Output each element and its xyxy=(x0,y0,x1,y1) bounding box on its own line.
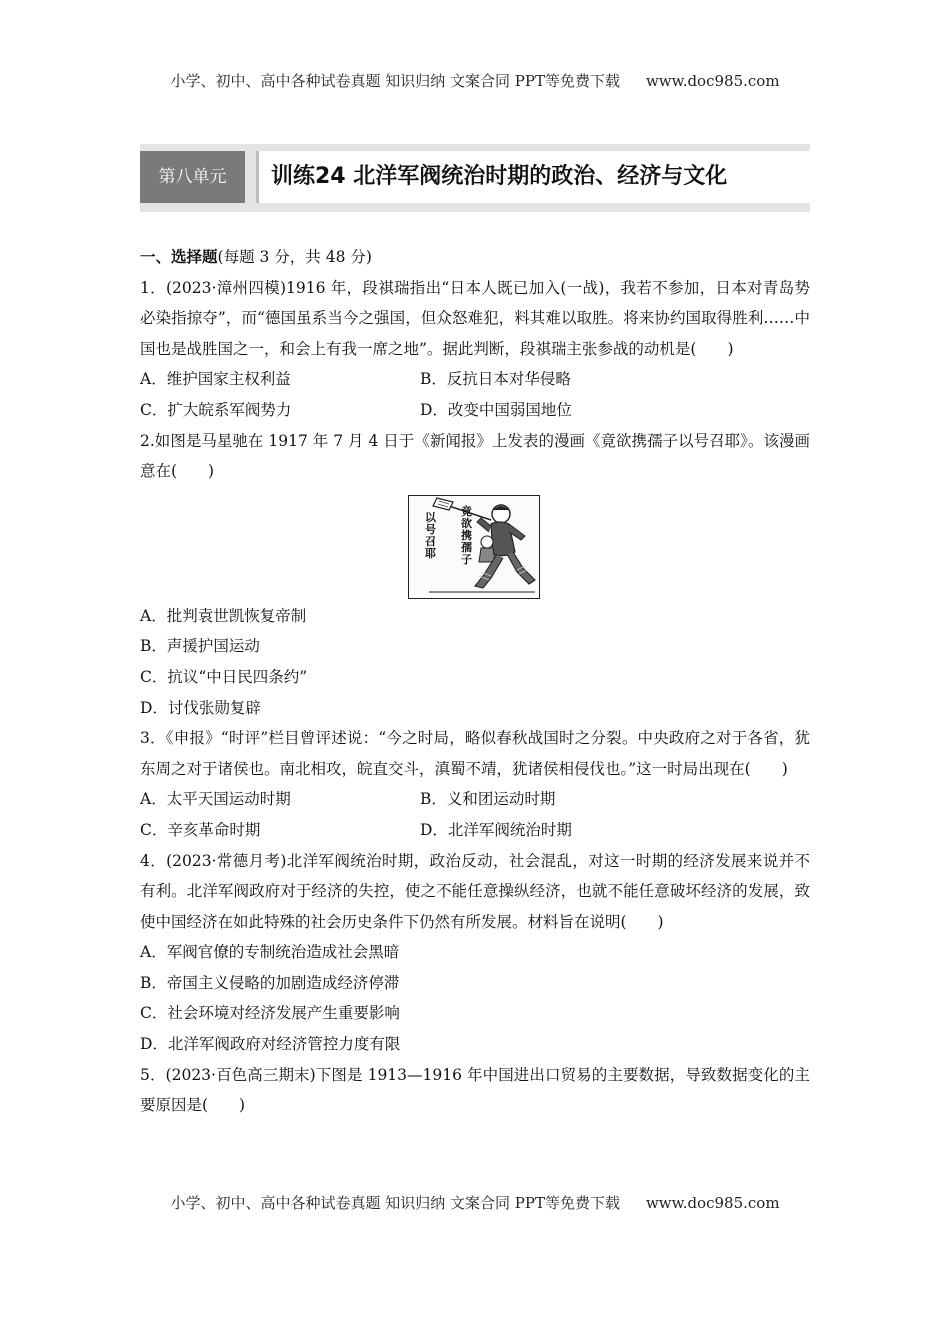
cartoon-figure xyxy=(140,487,810,601)
cartoon-image xyxy=(408,495,540,599)
question-5-stem: 5．(2023·百色高三期末)下图是 1913—1916 年中国进出口贸易的主要数据，导致数据变化的主要原因是( ) xyxy=(140,1065,810,1115)
question-3-option-a[interactable]: A．太平天国运动时期 xyxy=(140,790,291,809)
header-text: 小学、初中、高中各种试卷真题 知识归纳 文案合同 PPT等免费下载 xyxy=(170,72,620,90)
unit-banner xyxy=(140,144,810,212)
question-3-options-row-1 xyxy=(140,784,810,815)
header-site[interactable]: www.doc985.com xyxy=(645,72,780,90)
question-4-stem: 4．(2023·常德月考)北洋军阀统治时期，政治反动，社会混乱，对这一时期的经济发展来说并不有利。北洋军阀政府对于经济的失控，使之不能任意操纵经济，也就不能任意破坏经济的发展，致使中国经济在如此特殊的社会历史条件下仍然有所发展。材料旨在说明( ) xyxy=(140,851,810,931)
question-2-option-a[interactable]: A．批判袁世凯恢复帝制 xyxy=(140,606,307,625)
section-title: 一、选择题 xyxy=(140,248,218,266)
unit-label: 第八单元 xyxy=(140,151,245,203)
page-footer xyxy=(0,1192,950,1213)
question-2-option-c[interactable]: C．抗议“中日民四条约” xyxy=(140,667,308,686)
cartoon-caption-2: 以号召耶 xyxy=(425,510,436,560)
question-4-option-c[interactable]: C．社会环境对经济发展产生重要影响 xyxy=(140,1004,400,1023)
footer-site[interactable]: www.doc985.com xyxy=(645,1194,780,1212)
question-3-options-row-2 xyxy=(140,815,810,846)
question-3-option-d[interactable]: D．北洋军阀统治时期 xyxy=(420,820,572,839)
question-list xyxy=(140,242,810,1121)
question-1-options-row-1 xyxy=(140,364,810,395)
question-2-option-d[interactable]: D．讨伐张勋复辟 xyxy=(140,698,261,717)
question-4-option-b[interactable]: B．帝国主义侵略的加剧造成经济停滞 xyxy=(140,973,400,992)
question-1-stem: 1．(2023·漳州四模)1916 年，段祺瑞指出“日本人既已加入(一战)，我若不参加，日本对青岛势必染指掠夺”，而“德国虽系当今之强国，但众怒难犯，料其难以取胜。将来协约国取得胜利……中国也是战胜国之一，和会上有我一席之地”。据此判断，段祺瑞主张参战的动机是( ) xyxy=(140,278,810,358)
question-3-stem: 3．《申报》“时评”栏目曾评述说：“今之时局，略似春秋战国时之分裂。中央政府之对于各省，犹东周之对于诸侯也。南北相攻，皖直交斗，滇蜀不靖，犹诸侯相侵伐也。”这一时局出现在( ) xyxy=(140,729,810,778)
section-subtitle: (每题 3 分，共 48 分) xyxy=(217,248,372,266)
question-1-option-b[interactable]: B．反抗日本对华侵略 xyxy=(420,370,571,389)
question-2-option-b[interactable]: B．声援护国运动 xyxy=(140,637,260,656)
question-1-option-a[interactable]: A．维护国家主权利益 xyxy=(140,370,291,389)
question-3-option-c[interactable]: C．辛亥革命时期 xyxy=(140,820,261,839)
page-header xyxy=(0,70,950,91)
cartoon-caption-1: 竟欲携孺子 xyxy=(461,504,472,566)
footer-text: 小学、初中、高中各种试卷真题 知识归纳 文案合同 PPT等免费下载 xyxy=(170,1194,620,1212)
question-4-option-d[interactable]: D．北洋军阀政府对经济管控力度有限 xyxy=(140,1035,401,1054)
question-4-option-a[interactable]: A．军阀官僚的专制统治造成社会黑暗 xyxy=(140,943,400,962)
question-1-options-row-2 xyxy=(140,395,810,426)
question-3-option-b[interactable]: B．义和团运动时期 xyxy=(420,790,556,809)
question-1-option-d[interactable]: D．改变中国弱国地位 xyxy=(420,400,572,419)
section-heading xyxy=(140,242,810,273)
question-2-stem: 2.如图是马星驰在 1917 年 7 月 4 日于《新闻报》上发表的漫画《竟欲携孺子以号召耶》。该漫画意在( ) xyxy=(140,431,810,481)
page-title: 训练24 北洋军阀统治时期的政治、经济与文化 xyxy=(256,151,810,203)
question-1-option-c[interactable]: C．扩大皖系军阀势力 xyxy=(140,400,292,419)
